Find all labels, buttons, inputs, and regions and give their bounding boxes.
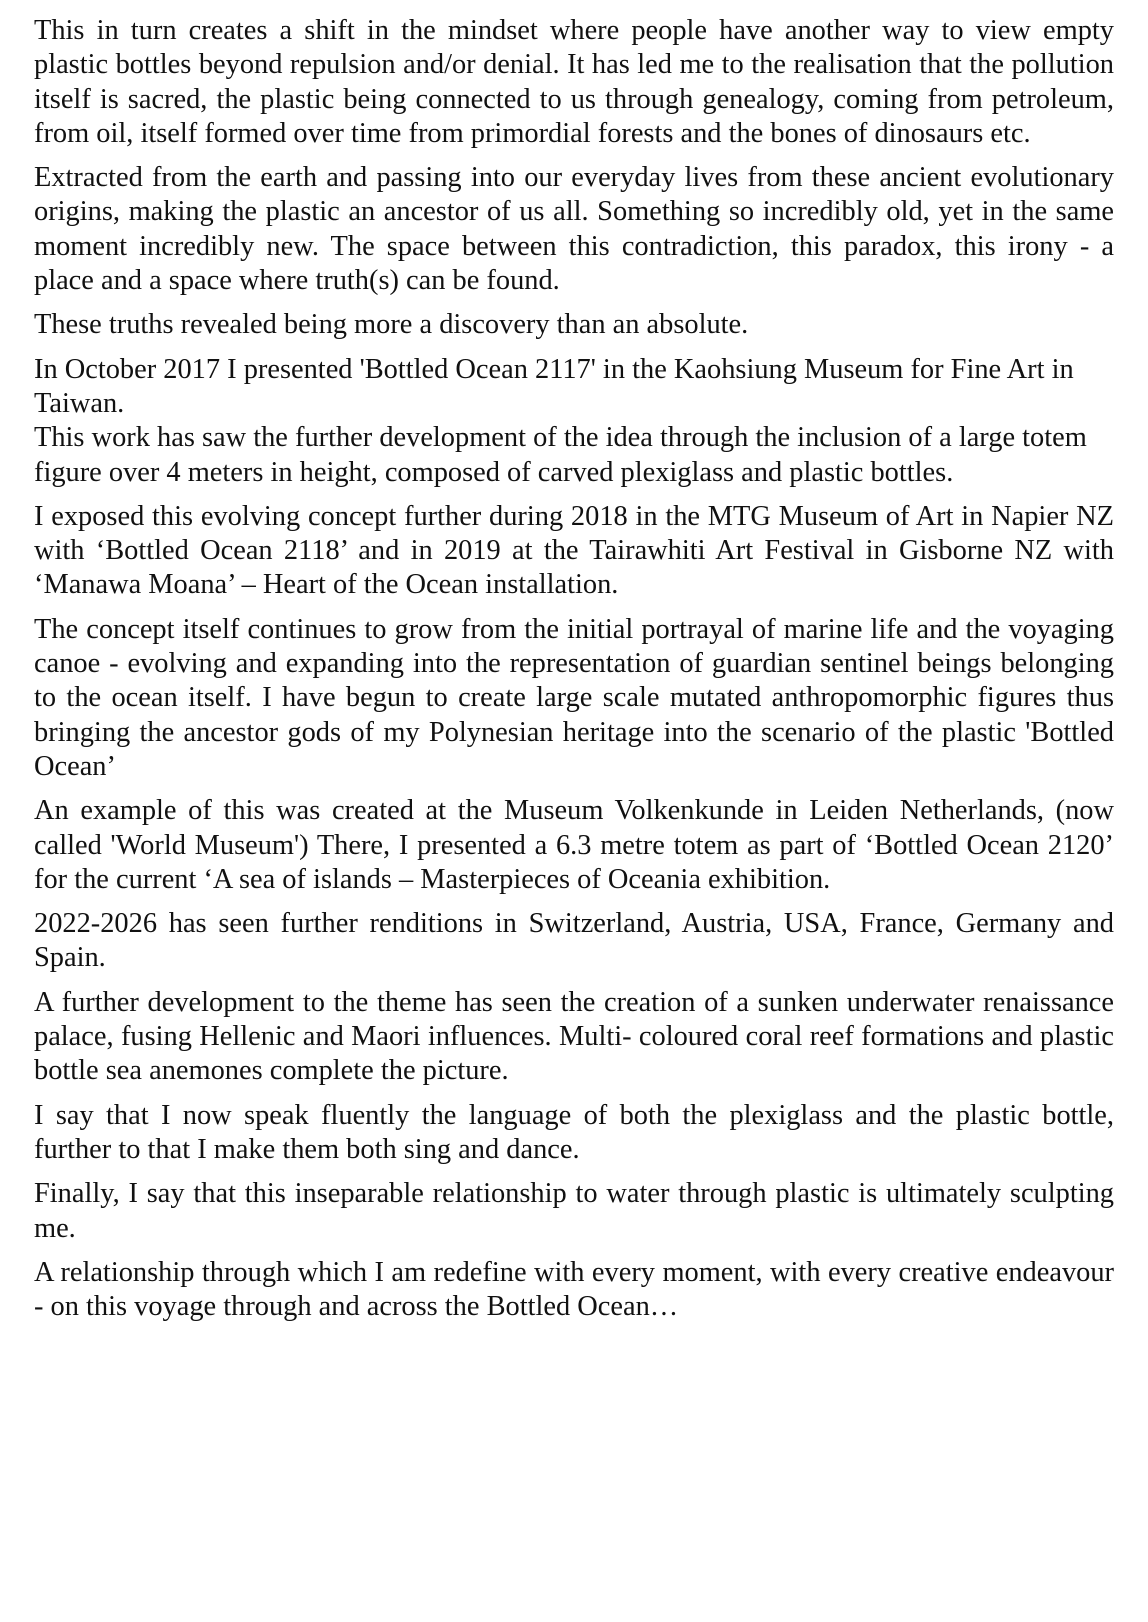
paragraph-totem-figure: This work has saw the further development of the idea through the inclusion of a large totem figure over 4 meters in height, composed of carved plexiglass and plastic bottles. <box>34 422 1087 488</box>
paragraph-pollution-sacred: This in turn creates a shift in the mindset where people have another way to view empty plastic bottles beyond repulsion and/or denial. It has led me to the realisation that the pollution itself is sacred, the plastic being connected to us through genealogy, coming from petroleum, from oil, itself formed over time from primordial forests and the bones of dinosaurs etc. <box>34 15 1114 149</box>
paragraph-renditions-2022-2026: 2022-2026 has seen further renditions in Switzerland, Austria, USA, France, Germany and Spain. <box>34 908 1114 974</box>
paragraph-truths-revealed: These truths revealed being more a discovery than an absolute. <box>34 309 749 341</box>
paragraph-concept-growth: The concept itself continues to grow from the initial portrayal of marine life and the voyaging canoe - evolving and expanding into the representation of guardian sentinel beings belonging to the ocean itself. I have begun to create large scale mutated anthropomorphic figures thus bringing the ancestor gods of my Polynesian heritage into the scenario of the plastic 'Bottled Ocean’ <box>34 613 1114 782</box>
paragraph-relationship-voyage: A relationship through which I am redefine with every moment, with every creative endeavour - on this voyage through and across the Bottled Ocean… <box>34 1256 1114 1323</box>
paragraph-sunken-palace: A further development to the theme has seen the creation of a sunken underwater renaissance palace, fusing Hellenic and Maori influences. Multi- coloured coral reef formations and plastic bottle sea anemones complete the picture. <box>34 986 1114 1087</box>
paragraph-kaohsiung-2017: In October 2017 I presented 'Bottled Ocean 2117' in the Kaohsiung Museum for Fine Art in Taiwan. <box>34 353 1074 419</box>
paragraph-speak-fluently: I say that I now speak fluently the language of both the plexiglass and the plastic bottle, further to that I make them both sing and dance. <box>34 1099 1114 1165</box>
paragraph-sculpting-me: Finally, I say that this inseparable relationship to water through plastic is ultimately sculpting me. <box>34 1178 1114 1244</box>
paragraph-mtg-tairawhiti: I exposed this evolving concept further during 2018 in the MTG Museum of Art in Napier NZ with ‘Bottled Ocean 2118’ and in 2019 at the Tairawhiti Art Festival in Gisborne NZ with ‘Manawa Moana’ – Heart of the Ocean installation. <box>34 500 1114 601</box>
paragraph-plastic-ancestor: Extracted from the earth and passing into our everyday lives from these ancient evolutionary origins, making the plastic an ancestor of us all. Something so incredibly old, yet in the same moment incredibly new. The space between this contradiction, this paradox, this irony - a place and a space where truth(s) can be found. <box>34 162 1114 297</box>
document-body <box>34 14 1114 1334</box>
paragraph-volkenkunde-leiden: An example of this was created at the Museum Volkenkunde in Leiden Netherlands, (now called 'World Museum') There, I presented a 6.3 metre totem as part of ‘Bottled Ocean 2120’ for the current ‘A sea of islands – Masterpieces of Oceania exhibition. <box>34 795 1114 895</box>
